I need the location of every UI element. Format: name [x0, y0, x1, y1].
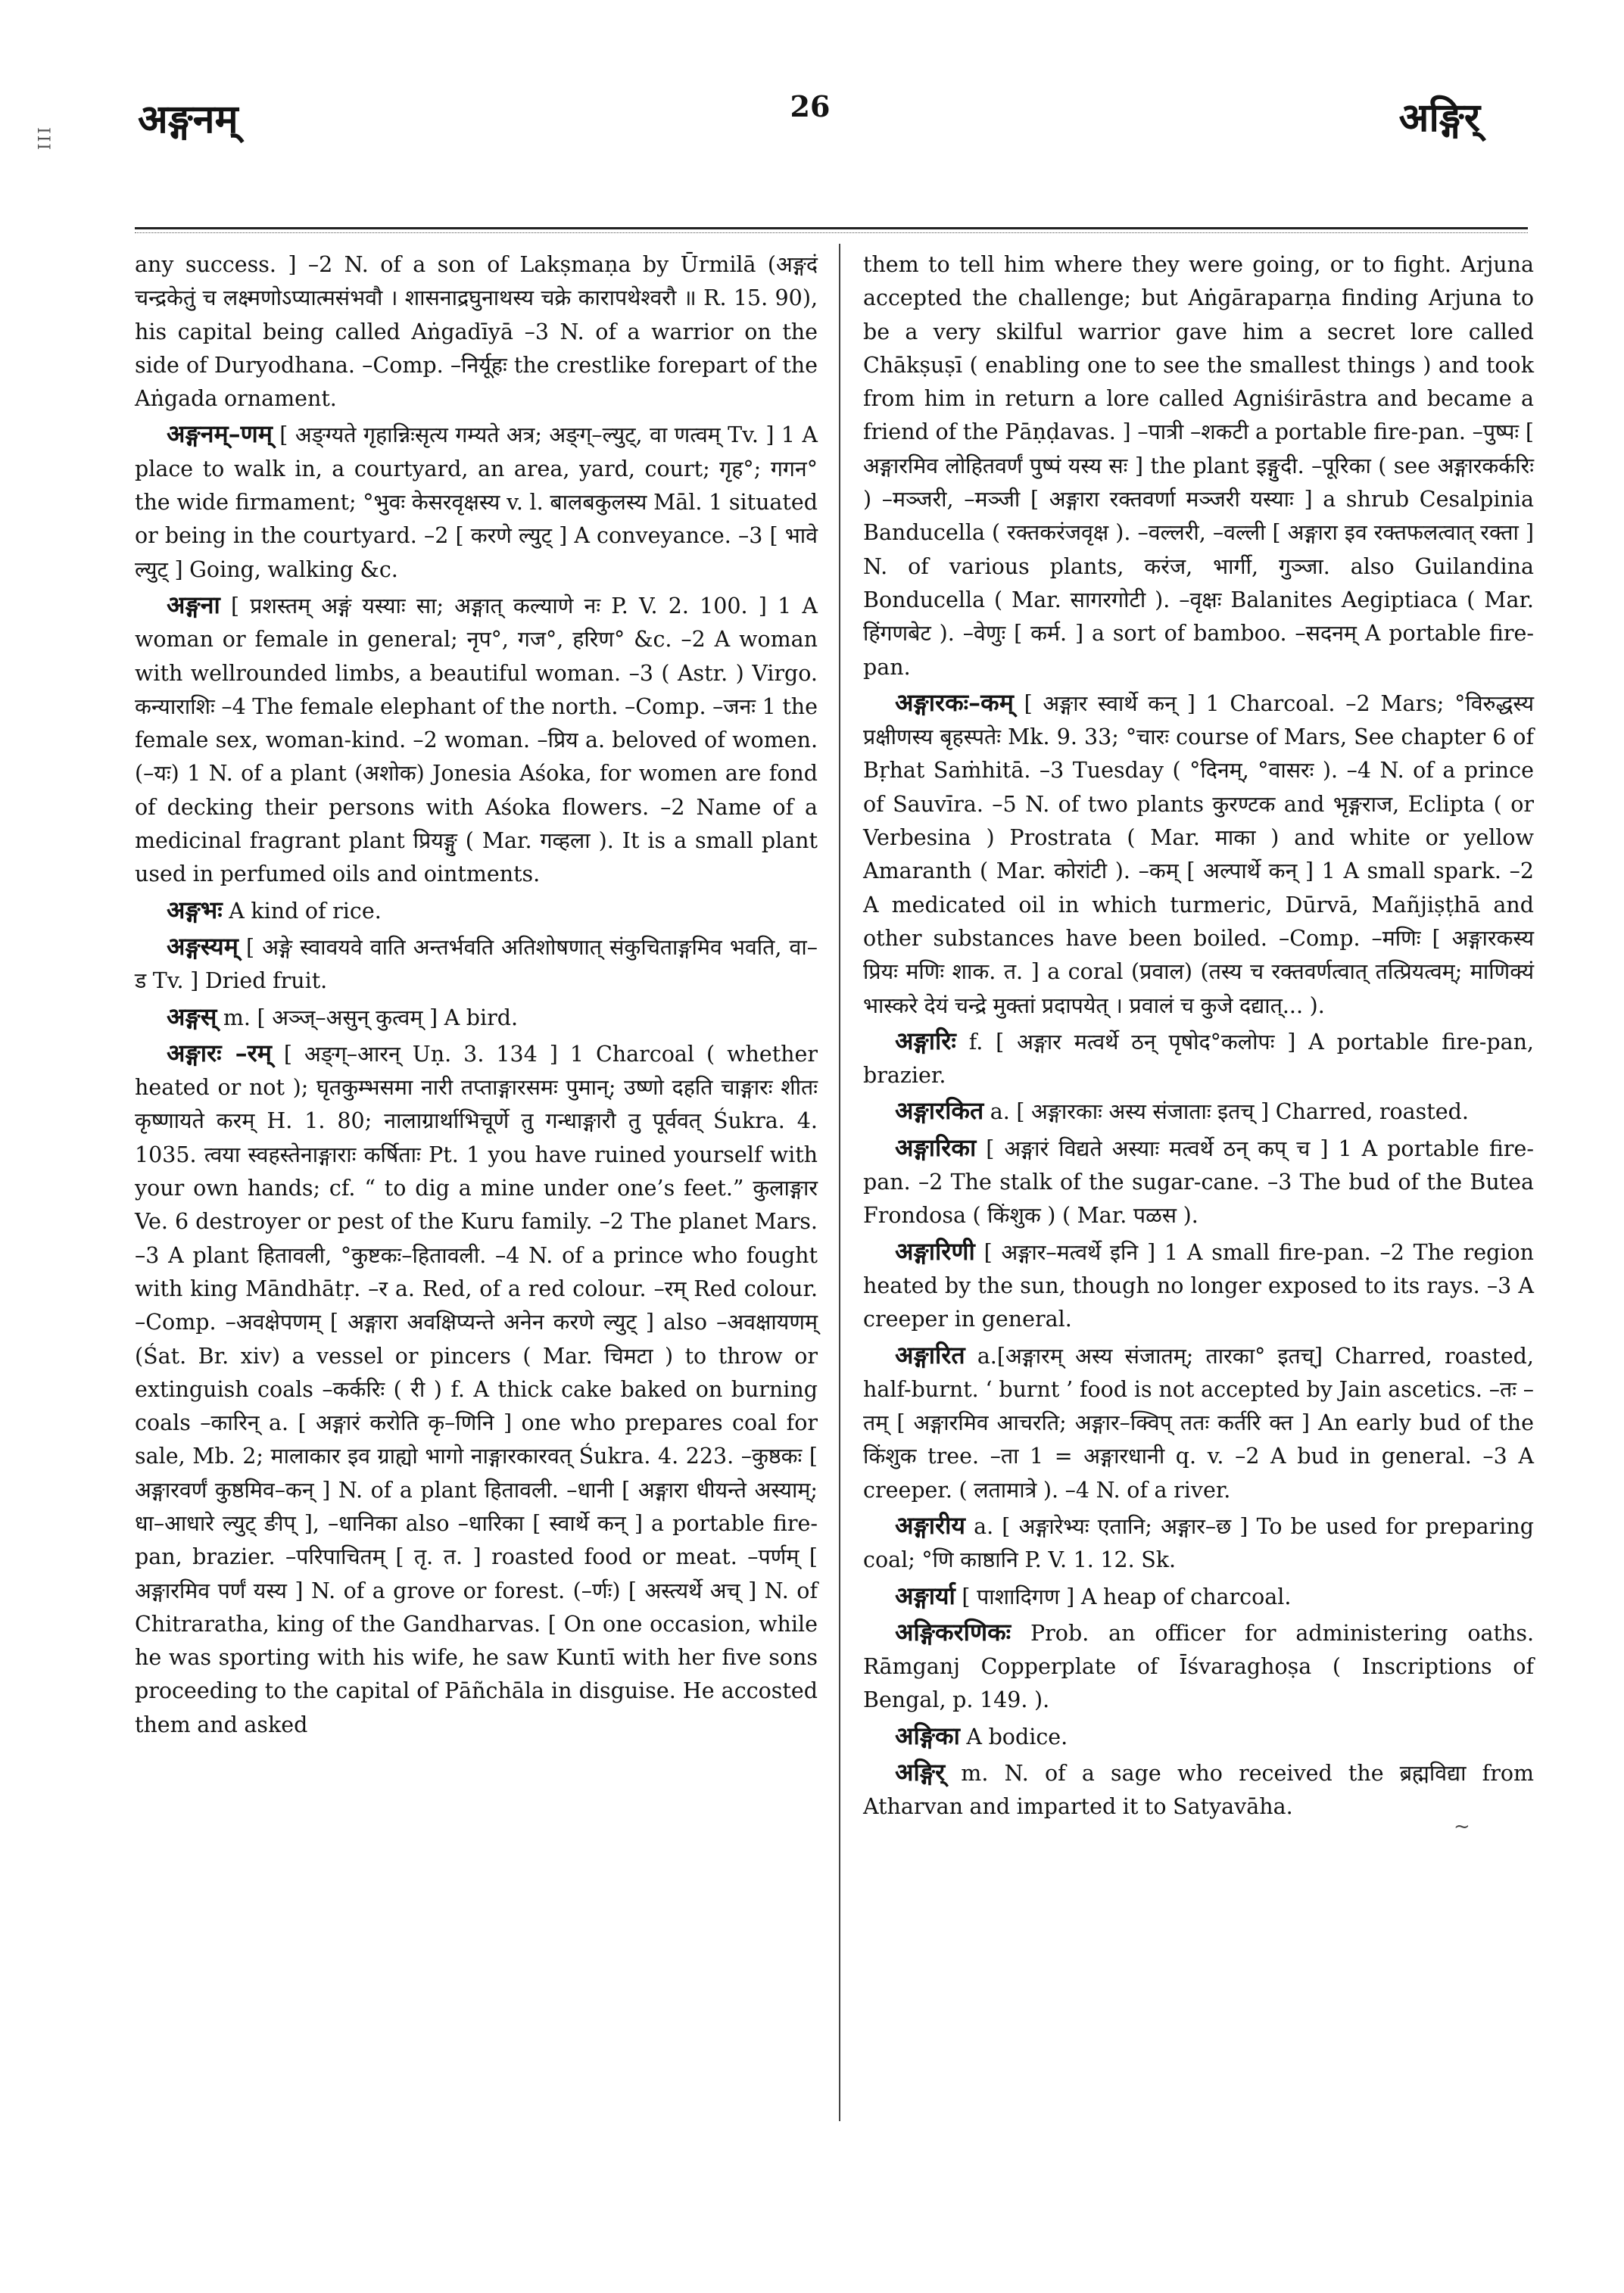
dictionary-entry: [863, 1235, 1534, 1337]
dictionary-entry: [135, 417, 818, 586]
entry-headword: अङ्गस्: [167, 1002, 217, 1031]
dictionary-entry: [135, 1036, 818, 1742]
entry-text: any success. ] –2 N. of a son of Lakṣmaṇa by Ūrmilā (अङ्गदं चन्द्रकेतुं च लक्ष्मणोऽप्यात्मसंभवौ । शासनाद्रघुनाथस्य चक्रे कारापथेश्वरौ ॥ R. 15. 90), his capital being called Aṅgadīyā –3 N. of a warrior on the side of Duryodhana. –Comp. –निर्यूहः the crestlike forepart of the Aṅgada ornament.: [135, 252, 818, 412]
entry-headword: अङ्गारिः: [895, 1026, 956, 1055]
dictionary-entry: [135, 893, 818, 928]
entry-text: f. [ अङ्गार मत्वर्थे ठन् पृषोद°कलोपः ] A portable fire-pan, brazier.: [863, 1029, 1534, 1089]
dictionary-entry: [135, 930, 818, 999]
entry-text: [ अङ्गे स्वावयवे वाति अन्तर्भवति अतिशोषणात् संकुचिताङ्गमिव भवति, वा–ड Tv. ] Dried fruit.: [135, 934, 818, 994]
entry-text: [ अङ्गारं विद्यते अस्याः मत्वर्थे ठन् कप् च ] 1 A portable fire-pan. –2 The stalk of the sugar-cane. –3 The bud of the Butea Frondosa ( किंशुक ) ( Mar. पळस ).: [863, 1136, 1534, 1229]
entry-headword: अङ्गनम्–णम्: [167, 419, 273, 449]
entry-headword: अङ्गार्या: [895, 1581, 955, 1610]
header-rule: [135, 227, 1528, 233]
entry-text: a. [ अङ्गारकाः अस्य संजाताः इतच् ] Charred, roasted.: [990, 1099, 1469, 1125]
dictionary-entry: [863, 1131, 1534, 1233]
entry-headword: अङ्गिर्: [895, 1758, 946, 1787]
entry-text: m. [ अञ्ज्–असुन् कुत्वम् ] A bird.: [223, 1005, 519, 1030]
entry-headword: अङ्गारकित: [895, 1096, 984, 1126]
dictionary-entry: [863, 1719, 1534, 1754]
entry-text: A bodice.: [966, 1724, 1068, 1749]
column-divider: [839, 244, 840, 2121]
dictionary-entry: [135, 1000, 818, 1035]
guide-word-left: अङ्गनम्: [138, 96, 238, 142]
dictionary-entry: [863, 1615, 1534, 1718]
dictionary-entry: [863, 1338, 1534, 1507]
dictionary-entry: [863, 1024, 1534, 1093]
entry-headword: अङ्गभः: [167, 895, 223, 924]
entry-text: m. N. of a sage who received the ब्रह्मविद्या from Atharvan and imparted it to Satyavāha.: [863, 1761, 1535, 1820]
entry-text: [ अङ्गार–मत्वर्थे इनि ] 1 A small fire-pan. –2 The region heated by the sun, though no longer exposed to its rays. –3 A creeper in general.: [863, 1239, 1535, 1332]
entry-headword: अङ्गिकरणिकः: [895, 1617, 1011, 1647]
entry-headword: अङ्गारित: [895, 1340, 965, 1369]
entry-headword: अङ्गारिणी: [895, 1236, 975, 1266]
page-number: 26: [790, 89, 831, 123]
entry-text: them to tell him where they were going, or to fight. Arjuna accepted the challenge; but Aṅgāraparṇa finding Arjuna to be a very skilful warrior gave him a secret lore called Chākṣuṣī ( enabling one to see the smallest things ) and took from him in return a lore called Agniśirāstra and became a friend of the Pāṇḍavas. ] –पात्री –शकटी a portable fire-pan. –पुष्पः [ अङ्गारमिव लोहितवर्णं पुष्पं यस्य सः ] the plant इङ्गुदी. –पूरिका ( see अङ्गारकर्करिः ) –मञ्जरी, –मञ्जी [ अङ्गारा रक्तवर्णा मञ्जरी यस्याः ] a shrub Cesalpinia Banducella ( रक्तकरंजवृक्ष ). –वल्लरी, –वल्ली [ अङ्गारा इव रक्तफलत्वात् रक्ता ] N. of various plants, करंज, भार्गी, गुञ्जा. also Guilandina Bonducella ( Mar. सागरगोटी ). –वृक्षः Balanites Aegiptiaca ( Mar. हिंगणबेट ). –वेणुः [ कर्म. ] a sort of bamboo. –सदनम् A portable fire-pan.: [863, 252, 1534, 680]
dictionary-entry: [135, 248, 818, 416]
entry-text: [ अङ्ग्यते गृहान्निःसृत्य गम्यते अत्र; अङ्ग्–ल्युट्, वा णत्वम् Tv. ] 1 A place to walk in, a courtyard, an area, yard, court; गृह°; गगन° the wide firmament; °भुवः केसरवृक्षस्य v. l. बालबकुलस्य Māl. 1 situated or being in the courtyard. –2 [ करणे ल्युट् ] A conveyance. –3 [ भावे ल्युट् ] Going, walking &c.: [135, 422, 818, 582]
dictionary-entry: [863, 248, 1534, 684]
dictionary-entry: [135, 588, 818, 892]
entry-text: [ अङ्गार स्वार्थे कन् ] 1 Charcoal. –2 Mars; °विरुद्धस्य प्रक्षीणस्य बृहस्पतेः Mk. 9. 33; °चारः course of Mars, See chapter 6 of Bṛhat Saṁhitā. –3 Tuesday ( °दिनम्, °वासरः ). –4 N. of a prince of Sauvīra. –5 N. of two plants कुरण्टक and भृङ्गराज, Eclipta ( or Verbesina ) Prostrata ( Mar. माका ) and white or yellow Amaranth ( Mar. कोरांटी ). –कम् [ अल्पार्थे कन् ] 1 A small spark. –2 A medicated oil in which turmeric, Dūrvā, Mañjiṣṭhā and other substances have been boiled. –Comp. –मणिः [ अङ्गारकस्य प्रियः मणिः शाक. त. ] a coral (प्रवाल) (तस्य च रक्तवर्णत्वात् तत्प्रियत्वम्; माणिक्यं भास्करे देयं चन्द्रे मुक्तां प्रदापयेत् । प्रवालं च कुजे दद्यात्... ).: [863, 690, 1534, 1018]
entry-text: a.[अङ्गारम् अस्य संजातम्; तारका° इतच्] Charred, roasted, half-burnt. ‘ burnt ’ food is not accepted by Jain ascetics. –तः –तम् [ अङ्गारमिव आचरति; अङ्गार–क्विप् ततः कर्तरि क्त ] An early bud of the किंशुक tree. –ता 1 = अङ्गारधानी q. v. –2 A bud in general. –3 A creeper. ( लतामात्रे ). –4 N. of a river.: [863, 1343, 1534, 1503]
entry-text: A kind of rice.: [229, 898, 382, 924]
entry-text: Prob. an officer for administering oaths. Rāmganj Copperplate of Īśvaraghoṣa ( Inscriptions of Bengal, p. 149. ).: [863, 1620, 1535, 1713]
entry-headword: अङ्गारिका: [895, 1132, 977, 1162]
entry-text: [ अङ्ग्–आरन् Uṇ. 3. 134 ] 1 Charcoal ( whether heated or not ); घृतकुम्भसमा नारी तप्ताङ्गारसमः पुमान्; उष्णो दहति चाङ्गारः शीतः कृष्णायते करम् H. 1. 80; नालाग्रार्थाभिचूर्णे तु गन्धाङ्गारौ तु पूर्ववत् Śukra. 4. 1035. त्वया स्वहस्तेनाङ्गाराः कर्षिताः Pt. 1 you have ruined yourself with your own hands; cf. “ to dig a mine under one’s feet.” कुलाङ्गार Ve. 6 destroyer or pest of the Kuru family. –2 The planet Mars. –3 A plant हितावली, °कुष्टकः–हितावली. –4 N. of a prince who fought with king Māndhātṛ. –र a. Red, of a red colour. –रम् Red colour. –Comp. –अवक्षेपणम् [ अङ्गारा अवक्षिप्यन्ते अनेन करणे ल्युट् ] also –अवक्षायणम् (Śat. Br. xiv) a vessel or pincers ( Mar. चिमटा ) to throw or extinguish coals –कर्करिः ( री ) f. A thick cake baked on burning coals –कारिन् a. [ अङ्गारं करोति कृ–णिनि ] one who prepares coal for sale, Mb. 2; मालाकार इव ग्राह्यो भागो नाङ्गारकारवत् Śukra. 4. 223. –कुष्ठकः [ अङ्गारवर्णं कुष्ठमिव–कन् ] N. of a plant हितावली. –धानी [ अङ्गारा धीयन्ते अस्याम्; धा–आधारे ल्युट् ङीप् ], –धानिका also –धारिका [ स्वार्थे कन् ] a portable fire-pan, brazier. –परिपाचितम् [ तृ. त. ] roasted food or meat. –पर्णम् [ अङ्गारमिव पर्णं यस्य ] N. of a grove or forest. (–र्णः) [ अस्त्यर्थे अच् ] N. of Chitraratha, king of the Gandharvas. [ On one occasion, while he was sporting with his wife, he saw Kuntī with her five sons proceeding to the capital of Pāñchāla in disguise. He accosted them and asked: [135, 1041, 818, 1737]
entry-text: [ पाशादिगण ] A heap of charcoal.: [962, 1584, 1292, 1609]
entry-headword: अङ्गारः –रम्: [167, 1038, 272, 1067]
entry-text: [ प्रशस्तम् अङ्गं यस्याः सा; अङ्गात् कल्याणे नः P. V. 2. 100. ] 1 A woman or female in general; नृप°, गज°, हरिण° &c. –2 A woman with wellrounded limbs, a beautiful woman. –3 ( Astr. ) Virgo. कन्याराशिः –4 The female elephant of the north. –Comp. –जनः 1 the female sex, woman-kind. –2 woman. –प्रिय a. beloved of women. (–यः) 1 N. of a plant (अशोक) Jonesia Aśoka, for women are fond of decking their persons with Aśoka flowers. –2 Name of a medicinal fragrant plant प्रियङ्गु ( Mar. गव्हला ). It is a small plant used in perfumed oils and ointments.: [135, 593, 818, 887]
entry-headword: अङ्गारीय: [895, 1510, 965, 1540]
guide-word-right: अङ्गिर्: [1398, 95, 1480, 141]
end-mark: ~: [1454, 1815, 1470, 1838]
dictionary-entry: [863, 1756, 1534, 1824]
dictionary-entry: [863, 1509, 1534, 1578]
dictionary-entry: [863, 686, 1534, 1023]
entry-headword: अङ्गना: [167, 590, 220, 619]
margin-mark: III: [33, 127, 52, 152]
right-column: [863, 248, 1534, 1826]
dictionary-entry: [863, 1579, 1534, 1614]
entry-headword: अङ्गिका: [895, 1721, 960, 1750]
dictionary-entry: [863, 1094, 1534, 1129]
entry-headword: अङ्गस्यम्: [167, 931, 238, 961]
entry-headword: अङ्गारकः–कम्: [895, 687, 1014, 717]
entry-text: a. [ अङ्गारेभ्यः एतानि; अङ्गार–छ ] To be used for preparing coal; °णि काष्ठानि P. V. 1. 12. Sk.: [863, 1513, 1534, 1573]
left-column: [135, 248, 818, 1743]
